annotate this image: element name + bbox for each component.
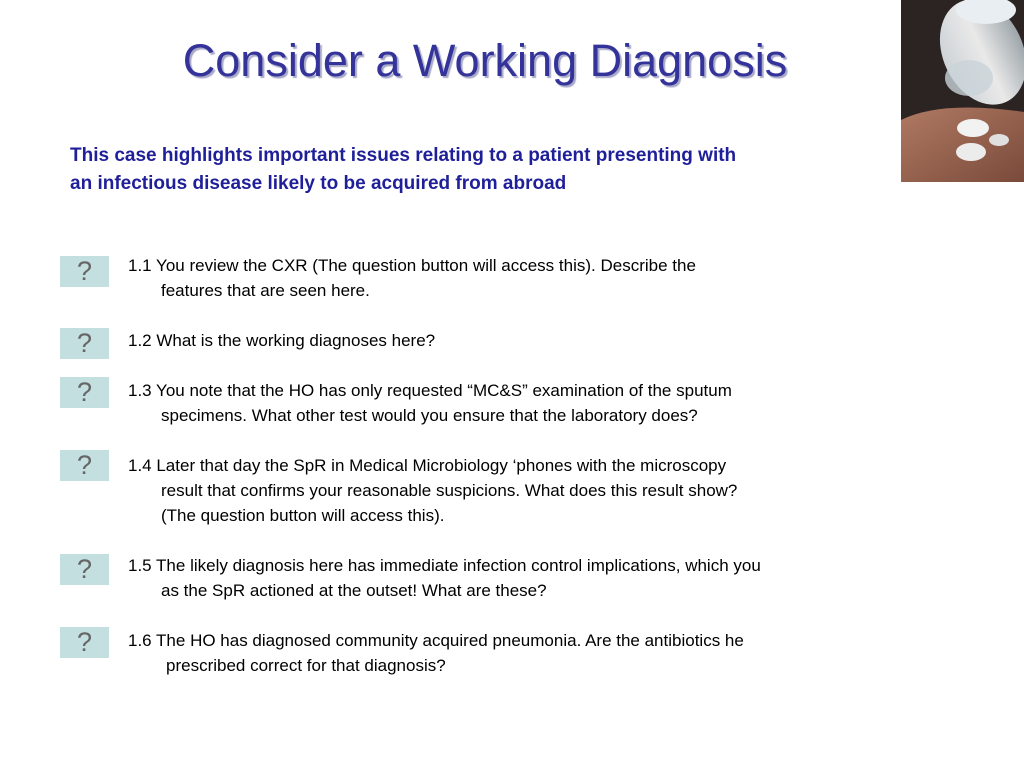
question-1-3-line-1: 1.3 You note that the HO has only requested “MC&S” examination of the sputum [128,381,732,400]
question-1-2 [128,328,898,353]
question-1-3-line-2: specimens. What other test would you ensure that the laboratory does? [161,406,698,425]
question-1-6-line-2: prescribed correct for that diagnosis? [166,656,446,675]
question-mark-icon: ? [76,328,93,358]
pills-bottle-photo [901,0,1024,182]
question-mark-icon: ? [76,256,93,286]
question-1-1-line-1: 1.1 You review the CXR (The question button will access this). Describe the [128,256,696,275]
question-1-1-line-2: features that are seen here. [161,281,370,300]
question-button-1-4[interactable] [60,450,109,481]
case-summary-line-1: This case highlights important issues relating to a patient presenting with [70,145,737,166]
case-summary-line-2: an infectious disease likely to be acquired from abroad [70,173,567,194]
question-button-1-5[interactable] [60,554,109,585]
question-1-6-line-1: 1.6 The HO has diagnosed community acquired pneumonia. Are the antibiotics he [128,631,744,650]
question-button-1-3[interactable] [60,377,109,408]
question-1-6 [128,628,898,678]
question-1-5-line-2: as the SpR actioned at the outset! What are these? [161,581,547,600]
question-1-5-line-1: 1.5 The likely diagnosis here has immediate infection control implications, which you [128,556,761,575]
question-1-4-line-3: (The question button will access this). [161,506,445,525]
question-1-4-line-1: 1.4 Later that day the SpR in Medical Microbiology ‘phones with the microscopy [128,456,727,475]
question-1-3 [128,378,898,428]
question-1-4 [128,453,898,528]
question-button-1-6[interactable] [60,627,109,658]
question-mark-icon: ? [76,554,93,584]
question-button-1-2[interactable] [60,328,109,359]
question-1-4-line-2: result that confirms your reasonable suspicions. What does this result show? [161,481,738,500]
question-1-1 [128,253,898,303]
question-mark-icon: ? [76,450,93,480]
question-button-1-1[interactable] [60,256,109,287]
question-1-2-line-1: 1.2 What is the working diagnoses here? [128,331,436,350]
case-summary [70,142,890,198]
question-mark-icon: ? [76,627,93,657]
question-mark-icon: ? [76,377,93,407]
question-1-5 [128,553,898,603]
slide-title: Consider a Working Diagnosis [182,35,788,86]
